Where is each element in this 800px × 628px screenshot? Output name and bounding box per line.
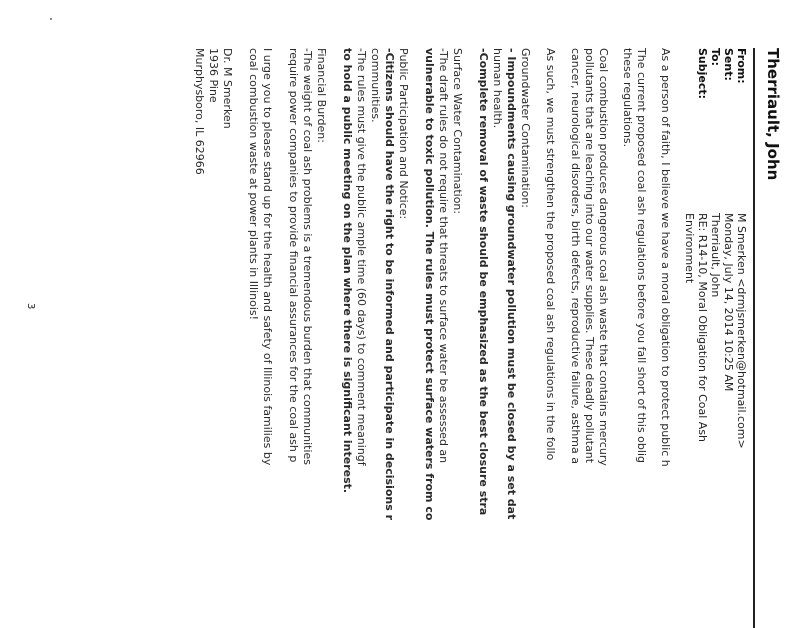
financial-burden-heading: Financial Burden: (315, 48, 328, 143)
body-coal-1: Coal combustion produces dangerous coal ash waste that contains mercury (597, 48, 610, 466)
public-participation-line-2: communities. (369, 48, 382, 123)
subject-label: Subject: (696, 48, 709, 100)
surface-water-line-2: vulnerable to toxic pollution. The rules must protect surface waters from co (423, 48, 436, 521)
public-participation-line-1: -Citizens should have the right to be informed and participate in decisions r (383, 48, 396, 521)
groundwater-line-2: human health. (491, 48, 504, 129)
body-current-1: The current proposed coal ash regulations before you fall short of this oblig (635, 48, 648, 463)
public-participation-line-3: -The rules must give the public ample time (60 days) to comment meaningf (355, 48, 368, 466)
to-value: Therriault, John (709, 213, 722, 298)
surface-water-line-1: -The draft rules do not require that threats to surface water be assessed an (437, 48, 450, 464)
sent-label: Sent: (722, 48, 735, 81)
closing-line-2: coal combustion waste at power plants in Illinois! (247, 48, 260, 321)
body-coal-2: pollutants that are leaching into our water supplies. These deadly pollutant (583, 48, 596, 464)
signature-street: 1936 Pine (207, 48, 220, 103)
groundwater-line-3: -Complete removal of waste should be emphasized as the best closure stra (477, 48, 490, 516)
body-current-2: these regulations. (621, 48, 634, 148)
body-intro: As a person of faith, I believe we have a moral obligation to protect public h (659, 48, 672, 467)
sent-value: Monday, July 14, 2014 10:25 AM (722, 213, 735, 392)
title-rule (753, 48, 755, 628)
financial-burden-line-1: -The weight of coal ash problems is a tremendous burden that communities (301, 48, 314, 466)
signature-city: Murphysboro, IL 62966 (193, 48, 206, 175)
page-title: Therriault, John (764, 48, 782, 181)
public-participation-heading: Public Participation and Notice: (397, 48, 410, 220)
closing-line-1: I urge you to please stand up for the health and safety of Illinois families by (261, 48, 274, 466)
body-as-such: As such, we must strengthen the proposed coal ash regulations in the follo (544, 48, 557, 461)
to-label: To: (709, 48, 722, 66)
from-label: From: (735, 48, 748, 84)
page-number: 3 (25, 303, 36, 310)
subject-value: RE: R14-10, Moral Obligation for Coal Ash (696, 213, 709, 443)
surface-water-heading: Surface Water Contamination: (451, 48, 464, 215)
signature-name: Dr. M Smerken (221, 48, 234, 129)
public-participation-line-4: to hold a public meeting on the plan where there is significant interest. (341, 48, 354, 494)
subject-value-cont: Environment (683, 213, 696, 284)
body-coal-3: cancer, neurological disorders, birth defects, reproductive failure, asthma a (569, 48, 582, 464)
from-value: M Smerken <drmjsmerken@hotmail.com> (735, 213, 748, 449)
scan-speck (50, 18, 52, 20)
groundwater-line-1: - Impoundments causing groundwater pollution must be closed by a set dat (505, 48, 518, 520)
financial-burden-line-2: require power companies to provide financial assurances for the coal ash p (287, 48, 300, 463)
groundwater-heading: Groundwater Contamination: (519, 48, 532, 208)
